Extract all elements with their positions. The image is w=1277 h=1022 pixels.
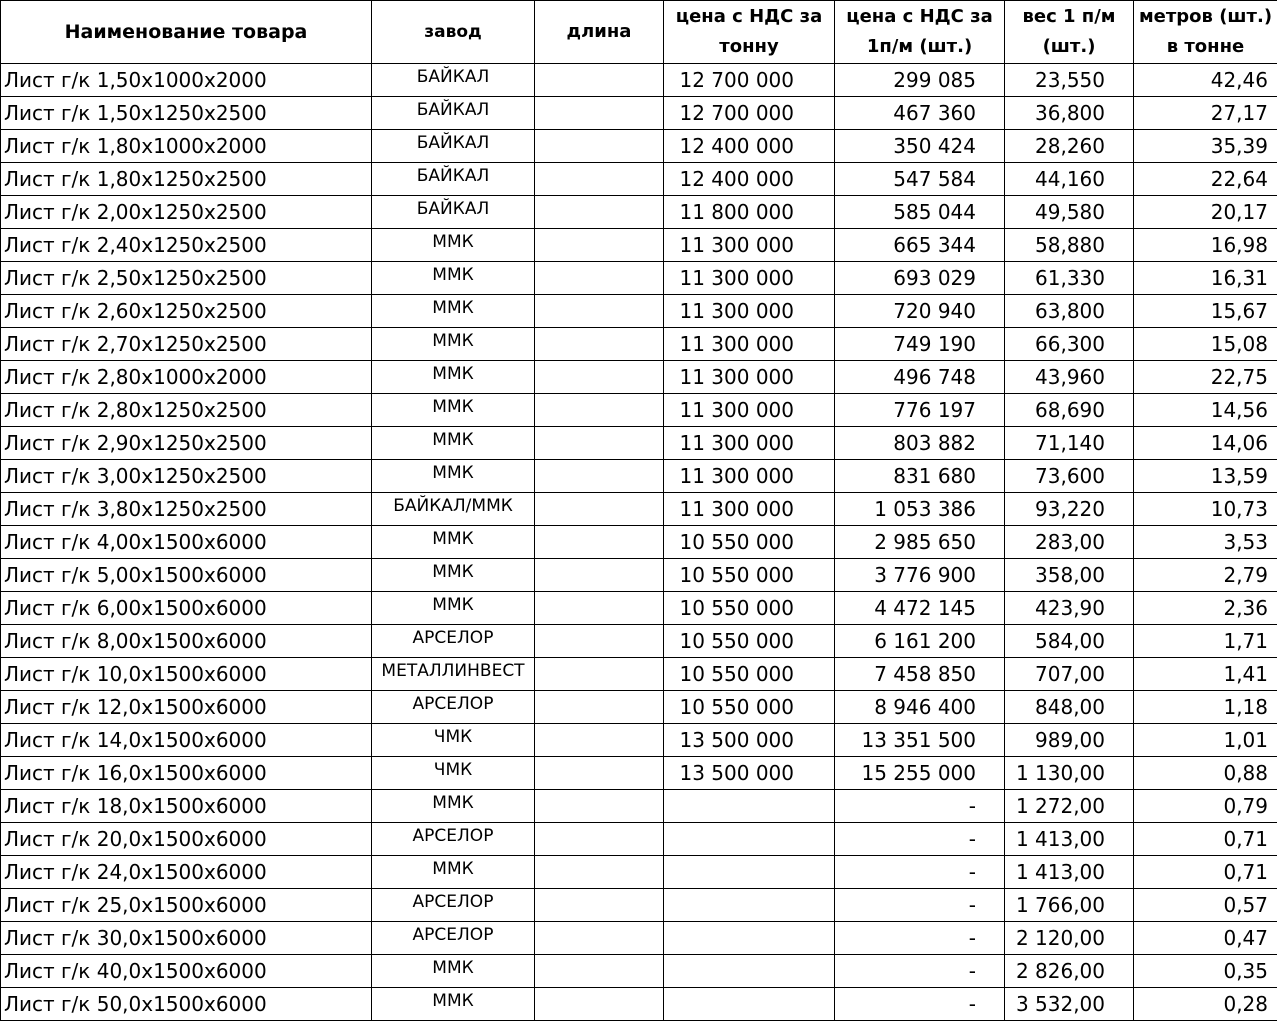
cell-price-meter: 585 044: [835, 196, 1005, 229]
cell-weight: 49,580: [1005, 196, 1134, 229]
table-row: [1, 196, 1277, 229]
table-row: [1, 163, 1277, 196]
cell-price-tonne: [664, 823, 835, 856]
cell-length: [535, 988, 664, 1021]
cell-meters-per-tonne: 0,79: [1134, 790, 1277, 823]
cell-price-meter: -: [835, 922, 1005, 955]
cell-length: [535, 757, 664, 790]
cell-weight: 989,00: [1005, 724, 1134, 757]
cell-price-tonne: 11 800 000: [664, 196, 835, 229]
cell-length: [535, 460, 664, 493]
cell-weight: 848,00: [1005, 691, 1134, 724]
cell-name: Лист г/к 2,80х1000х2000: [1, 361, 372, 394]
cell-weight: 36,800: [1005, 97, 1134, 130]
header-row: [1, 1, 1277, 64]
cell-plant: ММК: [372, 559, 535, 592]
cell-weight: 3 532,00: [1005, 988, 1134, 1021]
cell-weight: 283,00: [1005, 526, 1134, 559]
cell-name: Лист г/к 10,0х1500х6000: [1, 658, 372, 691]
cell-price-meter: 831 680: [835, 460, 1005, 493]
cell-price-tonne: [664, 955, 835, 988]
cell-price-tonne: 12 400 000: [664, 130, 835, 163]
cell-meters-per-tonne: 0,88: [1134, 757, 1277, 790]
cell-plant: БАЙКАЛ: [372, 196, 535, 229]
cell-price-tonne: 10 550 000: [664, 526, 835, 559]
cell-plant: ММК: [372, 988, 535, 1021]
table-row: [1, 361, 1277, 394]
cell-weight: 68,690: [1005, 394, 1134, 427]
cell-price-tonne: 10 550 000: [664, 592, 835, 625]
cell-price-meter: 7 458 850: [835, 658, 1005, 691]
cell-length: [535, 823, 664, 856]
header-plant: завод: [372, 1, 535, 64]
cell-price-tonne: 12 700 000: [664, 97, 835, 130]
cell-price-tonne: 11 300 000: [664, 427, 835, 460]
cell-weight: 23,550: [1005, 64, 1134, 97]
table-row: [1, 757, 1277, 790]
cell-price-meter: 15 255 000: [835, 757, 1005, 790]
cell-plant: АРСЕЛОР: [372, 691, 535, 724]
cell-price-meter: -: [835, 790, 1005, 823]
cell-name: Лист г/к 2,00х1250х2500: [1, 196, 372, 229]
cell-length: [535, 724, 664, 757]
cell-name: Лист г/к 14,0х1500х6000: [1, 724, 372, 757]
cell-price-tonne: 10 550 000: [664, 625, 835, 658]
cell-price-meter: 720 940: [835, 295, 1005, 328]
cell-plant: ЧМК: [372, 724, 535, 757]
cell-length: [535, 493, 664, 526]
cell-meters-per-tonne: 1,18: [1134, 691, 1277, 724]
cell-price-meter: 350 424: [835, 130, 1005, 163]
cell-weight: 2 120,00: [1005, 922, 1134, 955]
cell-plant: ММК: [372, 328, 535, 361]
cell-name: Лист г/к 24,0х1500х6000: [1, 856, 372, 889]
cell-name: Лист г/к 1,80х1250х2500: [1, 163, 372, 196]
cell-price-meter: 2 985 650: [835, 526, 1005, 559]
cell-weight: 1 272,00: [1005, 790, 1134, 823]
cell-plant: МЕТАЛЛИНВЕСТ: [372, 658, 535, 691]
cell-meters-per-tonne: 1,41: [1134, 658, 1277, 691]
cell-length: [535, 130, 664, 163]
cell-plant: ММК: [372, 262, 535, 295]
cell-price-tonne: 10 550 000: [664, 691, 835, 724]
cell-length: [535, 790, 664, 823]
cell-price-meter: -: [835, 988, 1005, 1021]
cell-length: [535, 328, 664, 361]
cell-price-tonne: 11 300 000: [664, 394, 835, 427]
cell-meters-per-tonne: 16,31: [1134, 262, 1277, 295]
cell-name: Лист г/к 16,0х1500х6000: [1, 757, 372, 790]
cell-plant: АРСЕЛОР: [372, 625, 535, 658]
cell-price-meter: 1 053 386: [835, 493, 1005, 526]
table-row: [1, 724, 1277, 757]
cell-name: Лист г/к 1,50х1250х2500: [1, 97, 372, 130]
cell-plant: ММК: [372, 856, 535, 889]
cell-weight: 1 413,00: [1005, 823, 1134, 856]
cell-price-tonne: [664, 889, 835, 922]
cell-name: Лист г/к 20,0х1500х6000: [1, 823, 372, 856]
cell-price-meter: 547 584: [835, 163, 1005, 196]
cell-price-tonne: 11 300 000: [664, 262, 835, 295]
cell-length: [535, 559, 664, 592]
cell-meters-per-tonne: 0,71: [1134, 823, 1277, 856]
table-row: [1, 394, 1277, 427]
cell-weight: 707,00: [1005, 658, 1134, 691]
table-row: [1, 955, 1277, 988]
cell-name: Лист г/к 6,00х1500х6000: [1, 592, 372, 625]
table-row: [1, 460, 1277, 493]
cell-price-tonne: 11 300 000: [664, 295, 835, 328]
cell-price-meter: 693 029: [835, 262, 1005, 295]
table-row: [1, 262, 1277, 295]
cell-price-meter: 299 085: [835, 64, 1005, 97]
cell-plant: ММК: [372, 295, 535, 328]
cell-meters-per-tonne: 20,17: [1134, 196, 1277, 229]
cell-price-meter: 749 190: [835, 328, 1005, 361]
cell-length: [535, 295, 664, 328]
cell-name: Лист г/к 50,0х1500х6000: [1, 988, 372, 1021]
cell-price-tonne: [664, 790, 835, 823]
cell-price-meter: 665 344: [835, 229, 1005, 262]
cell-length: [535, 262, 664, 295]
cell-price-meter: 467 360: [835, 97, 1005, 130]
cell-length: [535, 196, 664, 229]
cell-length: [535, 427, 664, 460]
cell-name: Лист г/к 2,50х1250х2500: [1, 262, 372, 295]
cell-price-tonne: 12 700 000: [664, 64, 835, 97]
cell-price-tonne: 13 500 000: [664, 757, 835, 790]
cell-plant: АРСЕЛОР: [372, 922, 535, 955]
cell-weight: 584,00: [1005, 625, 1134, 658]
table-row: [1, 856, 1277, 889]
cell-length: [535, 394, 664, 427]
cell-price-meter: 8 946 400: [835, 691, 1005, 724]
cell-length: [535, 889, 664, 922]
cell-price-meter: 803 882: [835, 427, 1005, 460]
cell-length: [535, 163, 664, 196]
cell-price-tonne: [664, 988, 835, 1021]
cell-price-meter: -: [835, 856, 1005, 889]
cell-price-tonne: 11 300 000: [664, 361, 835, 394]
cell-meters-per-tonne: 15,67: [1134, 295, 1277, 328]
cell-weight: 93,220: [1005, 493, 1134, 526]
cell-meters-per-tonne: 1,71: [1134, 625, 1277, 658]
cell-meters-per-tonne: 0,71: [1134, 856, 1277, 889]
cell-name: Лист г/к 1,80х1000х2000: [1, 130, 372, 163]
cell-length: [535, 526, 664, 559]
cell-price-tonne: 13 500 000: [664, 724, 835, 757]
header-length: длина: [535, 1, 664, 64]
cell-price-tonne: 10 550 000: [664, 658, 835, 691]
table-row: [1, 526, 1277, 559]
cell-price-meter: -: [835, 955, 1005, 988]
table-row: [1, 691, 1277, 724]
cell-length: [535, 64, 664, 97]
table-row: [1, 493, 1277, 526]
cell-meters-per-tonne: 35,39: [1134, 130, 1277, 163]
cell-name: Лист г/к 5,00х1500х6000: [1, 559, 372, 592]
header-price-tonne: цена с НДС за тонну: [664, 1, 835, 64]
cell-meters-per-tonne: 22,75: [1134, 361, 1277, 394]
cell-meters-per-tonne: 13,59: [1134, 460, 1277, 493]
cell-weight: 58,880: [1005, 229, 1134, 262]
cell-plant: ММК: [372, 955, 535, 988]
table-row: [1, 295, 1277, 328]
cell-meters-per-tonne: 2,79: [1134, 559, 1277, 592]
cell-weight: 1 130,00: [1005, 757, 1134, 790]
header-weight: вес 1 п/м (шт.): [1005, 1, 1134, 64]
cell-meters-per-tonne: 0,35: [1134, 955, 1277, 988]
cell-price-tonne: 11 300 000: [664, 460, 835, 493]
cell-price-meter: 4 472 145: [835, 592, 1005, 625]
table-row: [1, 592, 1277, 625]
cell-name: Лист г/к 2,70х1250х2500: [1, 328, 372, 361]
cell-name: Лист г/к 3,80х1250х2500: [1, 493, 372, 526]
header-price-meter: цена с НДС за 1п/м (шт.): [835, 1, 1005, 64]
cell-price-meter: -: [835, 823, 1005, 856]
cell-name: Лист г/к 4,00х1500х6000: [1, 526, 372, 559]
table-row: [1, 988, 1277, 1021]
cell-price-tonne: 11 300 000: [664, 328, 835, 361]
cell-name: Лист г/к 2,90х1250х2500: [1, 427, 372, 460]
cell-meters-per-tonne: 0,28: [1134, 988, 1277, 1021]
cell-weight: 73,600: [1005, 460, 1134, 493]
header-meters-per-tonne: метров (шт.) в тонне: [1134, 1, 1277, 64]
cell-meters-per-tonne: 22,64: [1134, 163, 1277, 196]
cell-weight: 1 766,00: [1005, 889, 1134, 922]
cell-name: Лист г/к 25,0х1500х6000: [1, 889, 372, 922]
cell-plant: ММК: [372, 394, 535, 427]
cell-plant: БАЙКАЛ/ММК: [372, 493, 535, 526]
table-row: [1, 823, 1277, 856]
cell-plant: АРСЕЛОР: [372, 889, 535, 922]
cell-price-tonne: [664, 856, 835, 889]
cell-weight: 44,160: [1005, 163, 1134, 196]
cell-meters-per-tonne: 0,47: [1134, 922, 1277, 955]
cell-length: [535, 625, 664, 658]
cell-plant: БАЙКАЛ: [372, 64, 535, 97]
table-row: [1, 427, 1277, 460]
cell-name: Лист г/к 8,00х1500х6000: [1, 625, 372, 658]
cell-price-tonne: 12 400 000: [664, 163, 835, 196]
table-row: [1, 889, 1277, 922]
cell-name: Лист г/к 3,00х1250х2500: [1, 460, 372, 493]
cell-name: Лист г/к 2,40х1250х2500: [1, 229, 372, 262]
cell-meters-per-tonne: 3,53: [1134, 526, 1277, 559]
cell-plant: ММК: [372, 592, 535, 625]
cell-plant: АРСЕЛОР: [372, 823, 535, 856]
cell-name: Лист г/к 30,0х1500х6000: [1, 922, 372, 955]
cell-weight: 71,140: [1005, 427, 1134, 460]
cell-meters-per-tonne: 1,01: [1134, 724, 1277, 757]
header-name: Наименование товара: [1, 1, 372, 64]
cell-name: Лист г/к 12,0х1500х6000: [1, 691, 372, 724]
cell-price-tonne: [664, 922, 835, 955]
table-row: [1, 658, 1277, 691]
cell-price-meter: 13 351 500: [835, 724, 1005, 757]
cell-meters-per-tonne: 42,46: [1134, 64, 1277, 97]
cell-meters-per-tonne: 2,36: [1134, 592, 1277, 625]
cell-plant: ММК: [372, 361, 535, 394]
table-row: [1, 130, 1277, 163]
table-body: [1, 64, 1277, 1021]
table-row: [1, 229, 1277, 262]
cell-length: [535, 361, 664, 394]
cell-length: [535, 592, 664, 625]
table-row: [1, 64, 1277, 97]
cell-name: Лист г/к 18,0х1500х6000: [1, 790, 372, 823]
cell-weight: 66,300: [1005, 328, 1134, 361]
cell-plant: ММК: [372, 460, 535, 493]
cell-plant: ЧМК: [372, 757, 535, 790]
cell-name: Лист г/к 40,0х1500х6000: [1, 955, 372, 988]
cell-meters-per-tonne: 15,08: [1134, 328, 1277, 361]
cell-price-meter: 6 161 200: [835, 625, 1005, 658]
cell-length: [535, 691, 664, 724]
table-row: [1, 559, 1277, 592]
cell-meters-per-tonne: 10,73: [1134, 493, 1277, 526]
cell-meters-per-tonne: 0,57: [1134, 889, 1277, 922]
cell-name: Лист г/к 2,80х1250х2500: [1, 394, 372, 427]
cell-price-meter: 3 776 900: [835, 559, 1005, 592]
cell-weight: 2 826,00: [1005, 955, 1134, 988]
cell-weight: 63,800: [1005, 295, 1134, 328]
cell-price-meter: -: [835, 889, 1005, 922]
cell-plant: ММК: [372, 526, 535, 559]
cell-plant: ММК: [372, 427, 535, 460]
cell-weight: 61,330: [1005, 262, 1134, 295]
cell-length: [535, 955, 664, 988]
cell-weight: 28,260: [1005, 130, 1134, 163]
cell-plant: БАЙКАЛ: [372, 97, 535, 130]
cell-plant: ММК: [372, 229, 535, 262]
cell-price-tonne: 11 300 000: [664, 229, 835, 262]
cell-plant: ММК: [372, 790, 535, 823]
cell-meters-per-tonne: 27,17: [1134, 97, 1277, 130]
cell-price-meter: 496 748: [835, 361, 1005, 394]
cell-price-meter: 776 197: [835, 394, 1005, 427]
cell-name: Лист г/к 2,60х1250х2500: [1, 295, 372, 328]
cell-name: Лист г/к 1,50х1000х2000: [1, 64, 372, 97]
cell-length: [535, 856, 664, 889]
cell-weight: 43,960: [1005, 361, 1134, 394]
table-row: [1, 328, 1277, 361]
cell-length: [535, 658, 664, 691]
cell-meters-per-tonne: 16,98: [1134, 229, 1277, 262]
table-row: [1, 97, 1277, 130]
cell-price-tonne: 11 300 000: [664, 493, 835, 526]
table-row: [1, 625, 1277, 658]
cell-weight: 1 413,00: [1005, 856, 1134, 889]
cell-weight: 423,90: [1005, 592, 1134, 625]
cell-plant: БАЙКАЛ: [372, 130, 535, 163]
cell-length: [535, 229, 664, 262]
cell-price-tonne: 10 550 000: [664, 559, 835, 592]
cell-weight: 358,00: [1005, 559, 1134, 592]
table-row: [1, 790, 1277, 823]
cell-plant: БАЙКАЛ: [372, 163, 535, 196]
cell-meters-per-tonne: 14,56: [1134, 394, 1277, 427]
cell-meters-per-tonne: 14,06: [1134, 427, 1277, 460]
table-row: [1, 922, 1277, 955]
cell-length: [535, 97, 664, 130]
cell-length: [535, 922, 664, 955]
